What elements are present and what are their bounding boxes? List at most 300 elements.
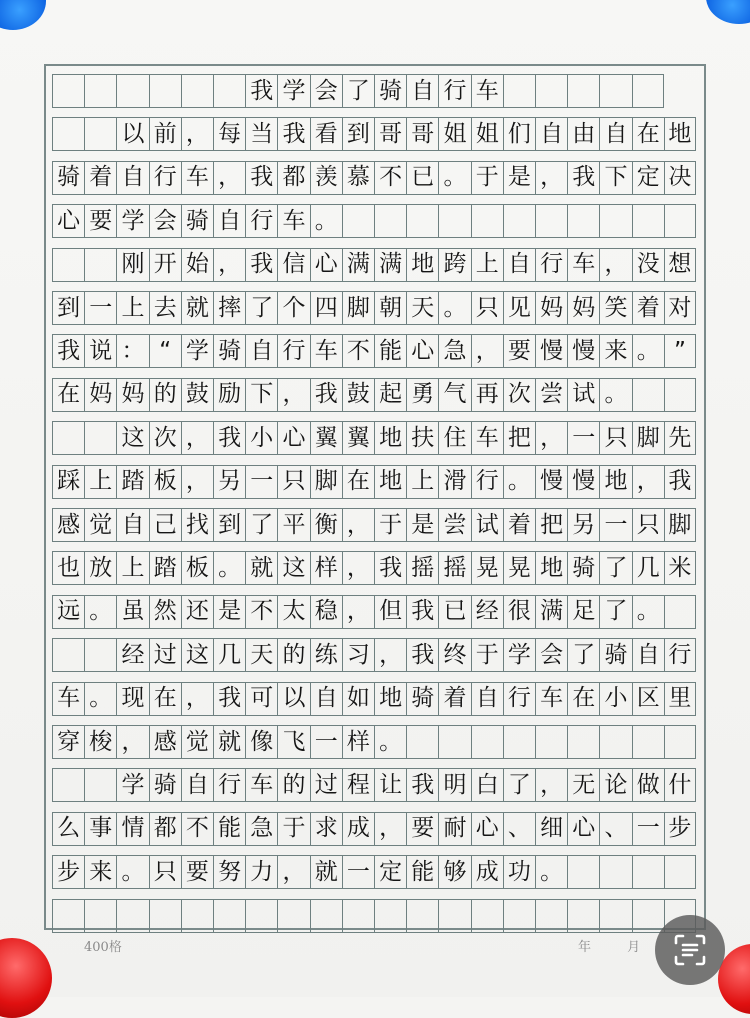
grid-cell: 车 (535, 682, 567, 716)
grid-cell: 在 (52, 378, 84, 412)
grid-cell: 看 (310, 117, 342, 151)
grid-cell: 一 (599, 508, 631, 542)
grid-cell: 几 (213, 638, 245, 672)
grid-cell: 我 (245, 74, 277, 108)
grid-cell (471, 899, 503, 933)
grid-cell: 行 (438, 74, 470, 108)
grid-cell (213, 74, 245, 108)
grid-cell (599, 855, 631, 889)
grid-cell: 。 (213, 551, 245, 585)
grid-cell: 去 (149, 291, 181, 325)
grid-cell: 心 (52, 204, 84, 238)
grid-cell: 己 (149, 508, 181, 542)
grid-cell: 衡 (310, 508, 342, 542)
grid-cell: 于 (374, 508, 406, 542)
grid-cell: 再 (471, 378, 503, 412)
grid-cell: 翼 (342, 421, 374, 455)
grid-cell: 急 (245, 812, 277, 846)
grid-cell: 学 (181, 334, 213, 368)
grid-cell: 车 (52, 682, 84, 716)
grid-cell: 在 (149, 682, 181, 716)
grid-cell (567, 899, 599, 933)
grid-cell: 一 (567, 421, 599, 455)
grid-cell (535, 204, 567, 238)
grid-cell: 行 (277, 334, 309, 368)
grid-cell: 上 (116, 291, 148, 325)
grid-cell (471, 725, 503, 759)
grid-cell: ， (535, 161, 567, 195)
grid-cell: 于 (277, 812, 309, 846)
grid-cell: 练 (310, 638, 342, 672)
grid-cell: 经 (116, 638, 148, 672)
grid-cell: 信 (277, 248, 309, 282)
grid-cell (116, 899, 148, 933)
grid-cell: 扶 (406, 421, 438, 455)
grid-cell: 一 (632, 812, 664, 846)
grid-cell (632, 725, 664, 759)
grid-cell: 不 (245, 595, 277, 629)
grid-cell: 力 (245, 855, 277, 889)
grid-cell (52, 117, 84, 151)
grid-cell: 里 (664, 682, 696, 716)
grid-cell: 车 (471, 421, 503, 455)
grid-cell: 、 (503, 812, 535, 846)
grid-cell: 自 (245, 334, 277, 368)
grid-cell: 这 (181, 638, 213, 672)
grid-row (52, 161, 696, 195)
grid-cell: 地 (535, 551, 567, 585)
grid-cell: 自 (632, 638, 664, 672)
grid-cell: 慢 (567, 334, 599, 368)
grid-cell: 地 (664, 117, 696, 151)
grid-cell (181, 74, 213, 108)
grid-cell: ， (116, 725, 148, 759)
grid-cell: 学 (277, 74, 309, 108)
grid-cell: 自 (406, 74, 438, 108)
grid-cell: 妈 (84, 378, 116, 412)
grid-cell: 骑 (52, 161, 84, 195)
grid-cell: 满 (535, 595, 567, 629)
grid-cell: 足 (567, 595, 599, 629)
grid-cell: 放 (84, 551, 116, 585)
grid-cell (664, 378, 696, 412)
grid-cell: 我 (213, 682, 245, 716)
grid-cell: 穿 (52, 725, 84, 759)
grid-cell: 。 (632, 595, 664, 629)
grid-cell: 试 (471, 508, 503, 542)
grid-cell: 做 (632, 768, 664, 802)
grid-cell (52, 768, 84, 802)
grid-cell: 。 (310, 204, 342, 238)
grid-cell: 这 (116, 421, 148, 455)
grid-cell: 自 (503, 248, 535, 282)
grid-cell: 自 (471, 682, 503, 716)
grid-cell: 无 (567, 768, 599, 802)
grid-row (52, 508, 696, 542)
grid-cell: 已 (406, 161, 438, 195)
grid-cell: 自 (213, 204, 245, 238)
grid-cell: 。 (374, 725, 406, 759)
grid-cell: 定 (374, 855, 406, 889)
grid-cell: 的 (277, 638, 309, 672)
grid-cell: 到 (342, 117, 374, 151)
grid-cell: 地 (406, 248, 438, 282)
grid-cell: 自 (599, 117, 631, 151)
grid-cell (52, 421, 84, 455)
grid-cell: 哥 (374, 117, 406, 151)
grid-cell (599, 725, 631, 759)
grid-cell: 说 (84, 334, 116, 368)
grid-cell: 但 (374, 595, 406, 629)
grid-cell: 还 (181, 595, 213, 629)
grid-cell: 成 (471, 855, 503, 889)
grid-cell: 区 (632, 682, 664, 716)
grid-cell (632, 74, 664, 108)
grid-cell: 自 (535, 117, 567, 151)
grid-cell: 在 (632, 117, 664, 151)
grid-cell: 次 (503, 378, 535, 412)
grid-cell: 经 (471, 595, 503, 629)
grid-cell (213, 899, 245, 933)
grid-cell: ， (535, 768, 567, 802)
grid-cell: 要 (84, 204, 116, 238)
grid-cell: 晃 (503, 551, 535, 585)
grid-cell: 只 (277, 465, 309, 499)
grid-cell: 会 (149, 204, 181, 238)
grid-cell: ， (471, 334, 503, 368)
grid-cell (632, 378, 664, 412)
grid-cell: 心 (471, 812, 503, 846)
grid-cell: 见 (503, 291, 535, 325)
grid-cell: 着 (632, 291, 664, 325)
grid-cell: 学 (116, 204, 148, 238)
grid-cell (664, 855, 696, 889)
grid-cell: 我 (213, 421, 245, 455)
grid-cell: 我 (406, 638, 438, 672)
grid-cell: 滑 (438, 465, 470, 499)
grid-cell: ， (213, 248, 245, 282)
scan-text-icon (672, 932, 708, 968)
grid-cell: 车 (277, 204, 309, 238)
grid-row (52, 291, 696, 325)
grid-cell (84, 638, 116, 672)
grid-cell (342, 899, 374, 933)
grid-row (52, 248, 696, 282)
grid-cell: 定 (632, 161, 664, 195)
grid-cell: 前 (149, 117, 181, 151)
grid-cell: 脚 (664, 508, 696, 542)
grid-cell: 如 (342, 682, 374, 716)
grid-cell: 到 (213, 508, 245, 542)
grid-cell: 只 (632, 508, 664, 542)
grid-cell: 就 (245, 551, 277, 585)
grid-cell: 上 (406, 465, 438, 499)
grid-cell: 成 (342, 812, 374, 846)
grid-cell: 每 (213, 117, 245, 151)
grid-cell: 笑 (599, 291, 631, 325)
grid-cell: 我 (245, 161, 277, 195)
grid-cell: 自 (116, 508, 148, 542)
grid-cell: 自 (116, 161, 148, 195)
grid-cell: 感 (52, 508, 84, 542)
grid-cell (310, 899, 342, 933)
grid-cell (52, 638, 84, 672)
grid-count-label: 400格 (84, 940, 122, 955)
grid-cell (664, 725, 696, 759)
grid-cell: 起 (374, 378, 406, 412)
grid-cell: ， (535, 421, 567, 455)
grid-cell: 飞 (277, 725, 309, 759)
grid-cell: 觉 (84, 508, 116, 542)
grid-cell: 行 (535, 248, 567, 282)
grid-cell: 把 (503, 421, 535, 455)
grid-cell: 自 (310, 682, 342, 716)
grid-cell: 地 (374, 421, 406, 455)
grid-cell: 跨 (438, 248, 470, 282)
grid-cell (664, 204, 696, 238)
grid-cell: 太 (277, 595, 309, 629)
grid-cell: 事 (84, 812, 116, 846)
grid-cell: 着 (84, 161, 116, 195)
grid-cell: 我 (277, 117, 309, 151)
grid-cell (535, 725, 567, 759)
grid-cell: 来 (599, 334, 631, 368)
grid-cell: 要 (406, 812, 438, 846)
grid-cell: 感 (149, 725, 181, 759)
grid-row (52, 725, 696, 759)
grid-cell: 行 (503, 682, 535, 716)
grid-cell: 细 (535, 812, 567, 846)
grid-cell: 我 (664, 465, 696, 499)
grid-cell: 踩 (52, 465, 84, 499)
grid-cell (567, 204, 599, 238)
grid-cell: 会 (535, 638, 567, 672)
grid-cell: 天 (245, 638, 277, 672)
grid-cell: 摇 (438, 551, 470, 585)
grid-cell: 了 (567, 638, 599, 672)
grid-cell: 在 (342, 465, 374, 499)
grid-cell: 于 (471, 638, 503, 672)
grid-row (52, 334, 696, 368)
grid-row (52, 812, 696, 846)
grid-cell: 尝 (438, 508, 470, 542)
grid-cell: 由 (567, 117, 599, 151)
grid-cell: 求 (310, 812, 342, 846)
grid-cell (567, 74, 599, 108)
grid-cell: 我 (245, 248, 277, 282)
grid-cell: 就 (310, 855, 342, 889)
grid-cell: 程 (342, 768, 374, 802)
grid-cell: 论 (599, 768, 631, 802)
grid-cell: 姐 (471, 117, 503, 151)
grid-cell: 了 (503, 768, 535, 802)
grid-cell: ： (116, 334, 148, 368)
grid-cell (84, 768, 116, 802)
grid-cell: 脚 (310, 465, 342, 499)
grid-cell: 米 (664, 551, 696, 585)
grid-cell: 刚 (116, 248, 148, 282)
grid-cell: 现 (116, 682, 148, 716)
grid-cell: 哥 (406, 117, 438, 151)
grid-cell: 。 (503, 465, 535, 499)
grid-cell: 小 (599, 682, 631, 716)
grid-cell: 不 (374, 161, 406, 195)
grid-cell (245, 899, 277, 933)
grid-cell: 我 (374, 551, 406, 585)
grid-cell: 摇 (406, 551, 438, 585)
grid-cell: 另 (567, 508, 599, 542)
grid-cell (84, 248, 116, 282)
grid-cell (567, 725, 599, 759)
grid-cell: 以 (116, 117, 148, 151)
grid-cell (438, 725, 470, 759)
grid-cell: 远 (52, 595, 84, 629)
grid-cell: 然 (149, 595, 181, 629)
grid-cell: 几 (632, 551, 664, 585)
grid-cell: 行 (471, 465, 503, 499)
grid-cell: ， (374, 638, 406, 672)
grid-cell (342, 204, 374, 238)
grid-row (52, 465, 696, 499)
grid-row (52, 551, 696, 585)
grid-cell (84, 899, 116, 933)
grid-cell: 踏 (149, 551, 181, 585)
grid-cell: 骑 (213, 334, 245, 368)
grid-cell: 朝 (374, 291, 406, 325)
grid-cell: 了 (599, 551, 631, 585)
grid-cell: 过 (149, 638, 181, 672)
grid-cell: 已 (438, 595, 470, 629)
grid-cell: 。 (84, 595, 116, 629)
grid-cell: 板 (181, 551, 213, 585)
grid-cell: 试 (567, 378, 599, 412)
grid-cell (632, 855, 664, 889)
grid-cell: ， (181, 421, 213, 455)
grid-cell: 到 (52, 291, 84, 325)
grid-cell: 能 (213, 812, 245, 846)
grid-cell: 。 (535, 855, 567, 889)
grid-cell (535, 74, 567, 108)
grid-cell (374, 899, 406, 933)
grid-cell: 学 (503, 638, 535, 672)
grid-cell: 了 (245, 508, 277, 542)
grid-row (52, 117, 696, 151)
grid-cell: 脚 (632, 421, 664, 455)
grid-cell: 过 (310, 768, 342, 802)
grid-cell: ， (342, 508, 374, 542)
grid-cell: 什 (664, 768, 696, 802)
grid-cell: 妈 (535, 291, 567, 325)
grid-cell: ， (277, 378, 309, 412)
grid-cell: 行 (664, 638, 696, 672)
grid-cell: 都 (149, 812, 181, 846)
grid-cell: 满 (342, 248, 374, 282)
grid-cell: 对 (664, 291, 696, 325)
grid-cell: 是 (406, 508, 438, 542)
grid-cell: 晃 (471, 551, 503, 585)
grid-cell: 着 (503, 508, 535, 542)
grid-cell: 步 (664, 812, 696, 846)
grid-cell: 骑 (374, 74, 406, 108)
grid-cell: ， (374, 812, 406, 846)
grid-row (52, 899, 696, 933)
grid-cell: 。 (116, 855, 148, 889)
grid-cell: 行 (149, 161, 181, 195)
grid-cell: 羡 (310, 161, 342, 195)
grid-cell: ， (342, 595, 374, 629)
grid-cell: 能 (374, 334, 406, 368)
grid-cell: 像 (245, 725, 277, 759)
grid-cell: 自 (181, 768, 213, 802)
grid-cell: ， (632, 465, 664, 499)
grid-cell: 努 (213, 855, 245, 889)
grid-cell: 骑 (149, 768, 181, 802)
grid-cell: ， (181, 682, 213, 716)
grid-cell (503, 725, 535, 759)
grid-cell: 地 (374, 682, 406, 716)
grid-cell: 心 (567, 812, 599, 846)
grid-cell: 习 (342, 638, 374, 672)
grid-cell: 了 (245, 291, 277, 325)
grid-cell: 没 (632, 248, 664, 282)
grid-cell (438, 204, 470, 238)
grid-cell: 了 (599, 595, 631, 629)
grid-row (52, 204, 696, 238)
grid-cell: 只 (149, 855, 181, 889)
grid-cell: 慢 (567, 465, 599, 499)
grid-cell (567, 855, 599, 889)
grid-cell: 稳 (310, 595, 342, 629)
grid-cell: 情 (116, 812, 148, 846)
grid-cell: 这 (277, 551, 309, 585)
grid-cell: 勇 (406, 378, 438, 412)
grid-cell: ” (664, 334, 696, 368)
grid-cell: 励 (213, 378, 245, 412)
grid-cell: 先 (664, 421, 696, 455)
grid-cell: 功 (503, 855, 535, 889)
scan-text-button[interactable] (655, 915, 725, 985)
grid-cell (664, 595, 696, 629)
grid-cell: 。 (438, 291, 470, 325)
grid-cell: 四 (310, 291, 342, 325)
grid-cell: 。 (438, 161, 470, 195)
grid-cell: 尝 (535, 378, 567, 412)
date-label: 年 月 (578, 940, 641, 955)
grid-cell: 车 (567, 248, 599, 282)
grid-cell: 很 (503, 595, 535, 629)
grid-cell: ， (181, 465, 213, 499)
grid-cell (503, 74, 535, 108)
grid-cell: 学 (116, 768, 148, 802)
grid-row (52, 378, 696, 412)
grid-cell: 妈 (116, 378, 148, 412)
grid-cell: 鼓 (181, 378, 213, 412)
grid-cell (277, 899, 309, 933)
grid-cell: 都 (277, 161, 309, 195)
grid-row (52, 855, 696, 889)
grid-cell: 要 (181, 855, 213, 889)
grid-row (52, 682, 696, 716)
grid-cell: 下 (599, 161, 631, 195)
grid-cell (116, 74, 148, 108)
grid-cell: 虽 (116, 595, 148, 629)
grid-cell: 。 (632, 334, 664, 368)
grid-cell: 的 (149, 378, 181, 412)
grid-cell: 车 (471, 74, 503, 108)
grid-cell: 明 (438, 768, 470, 802)
grid-cell: 次 (149, 421, 181, 455)
grid-cell (149, 899, 181, 933)
